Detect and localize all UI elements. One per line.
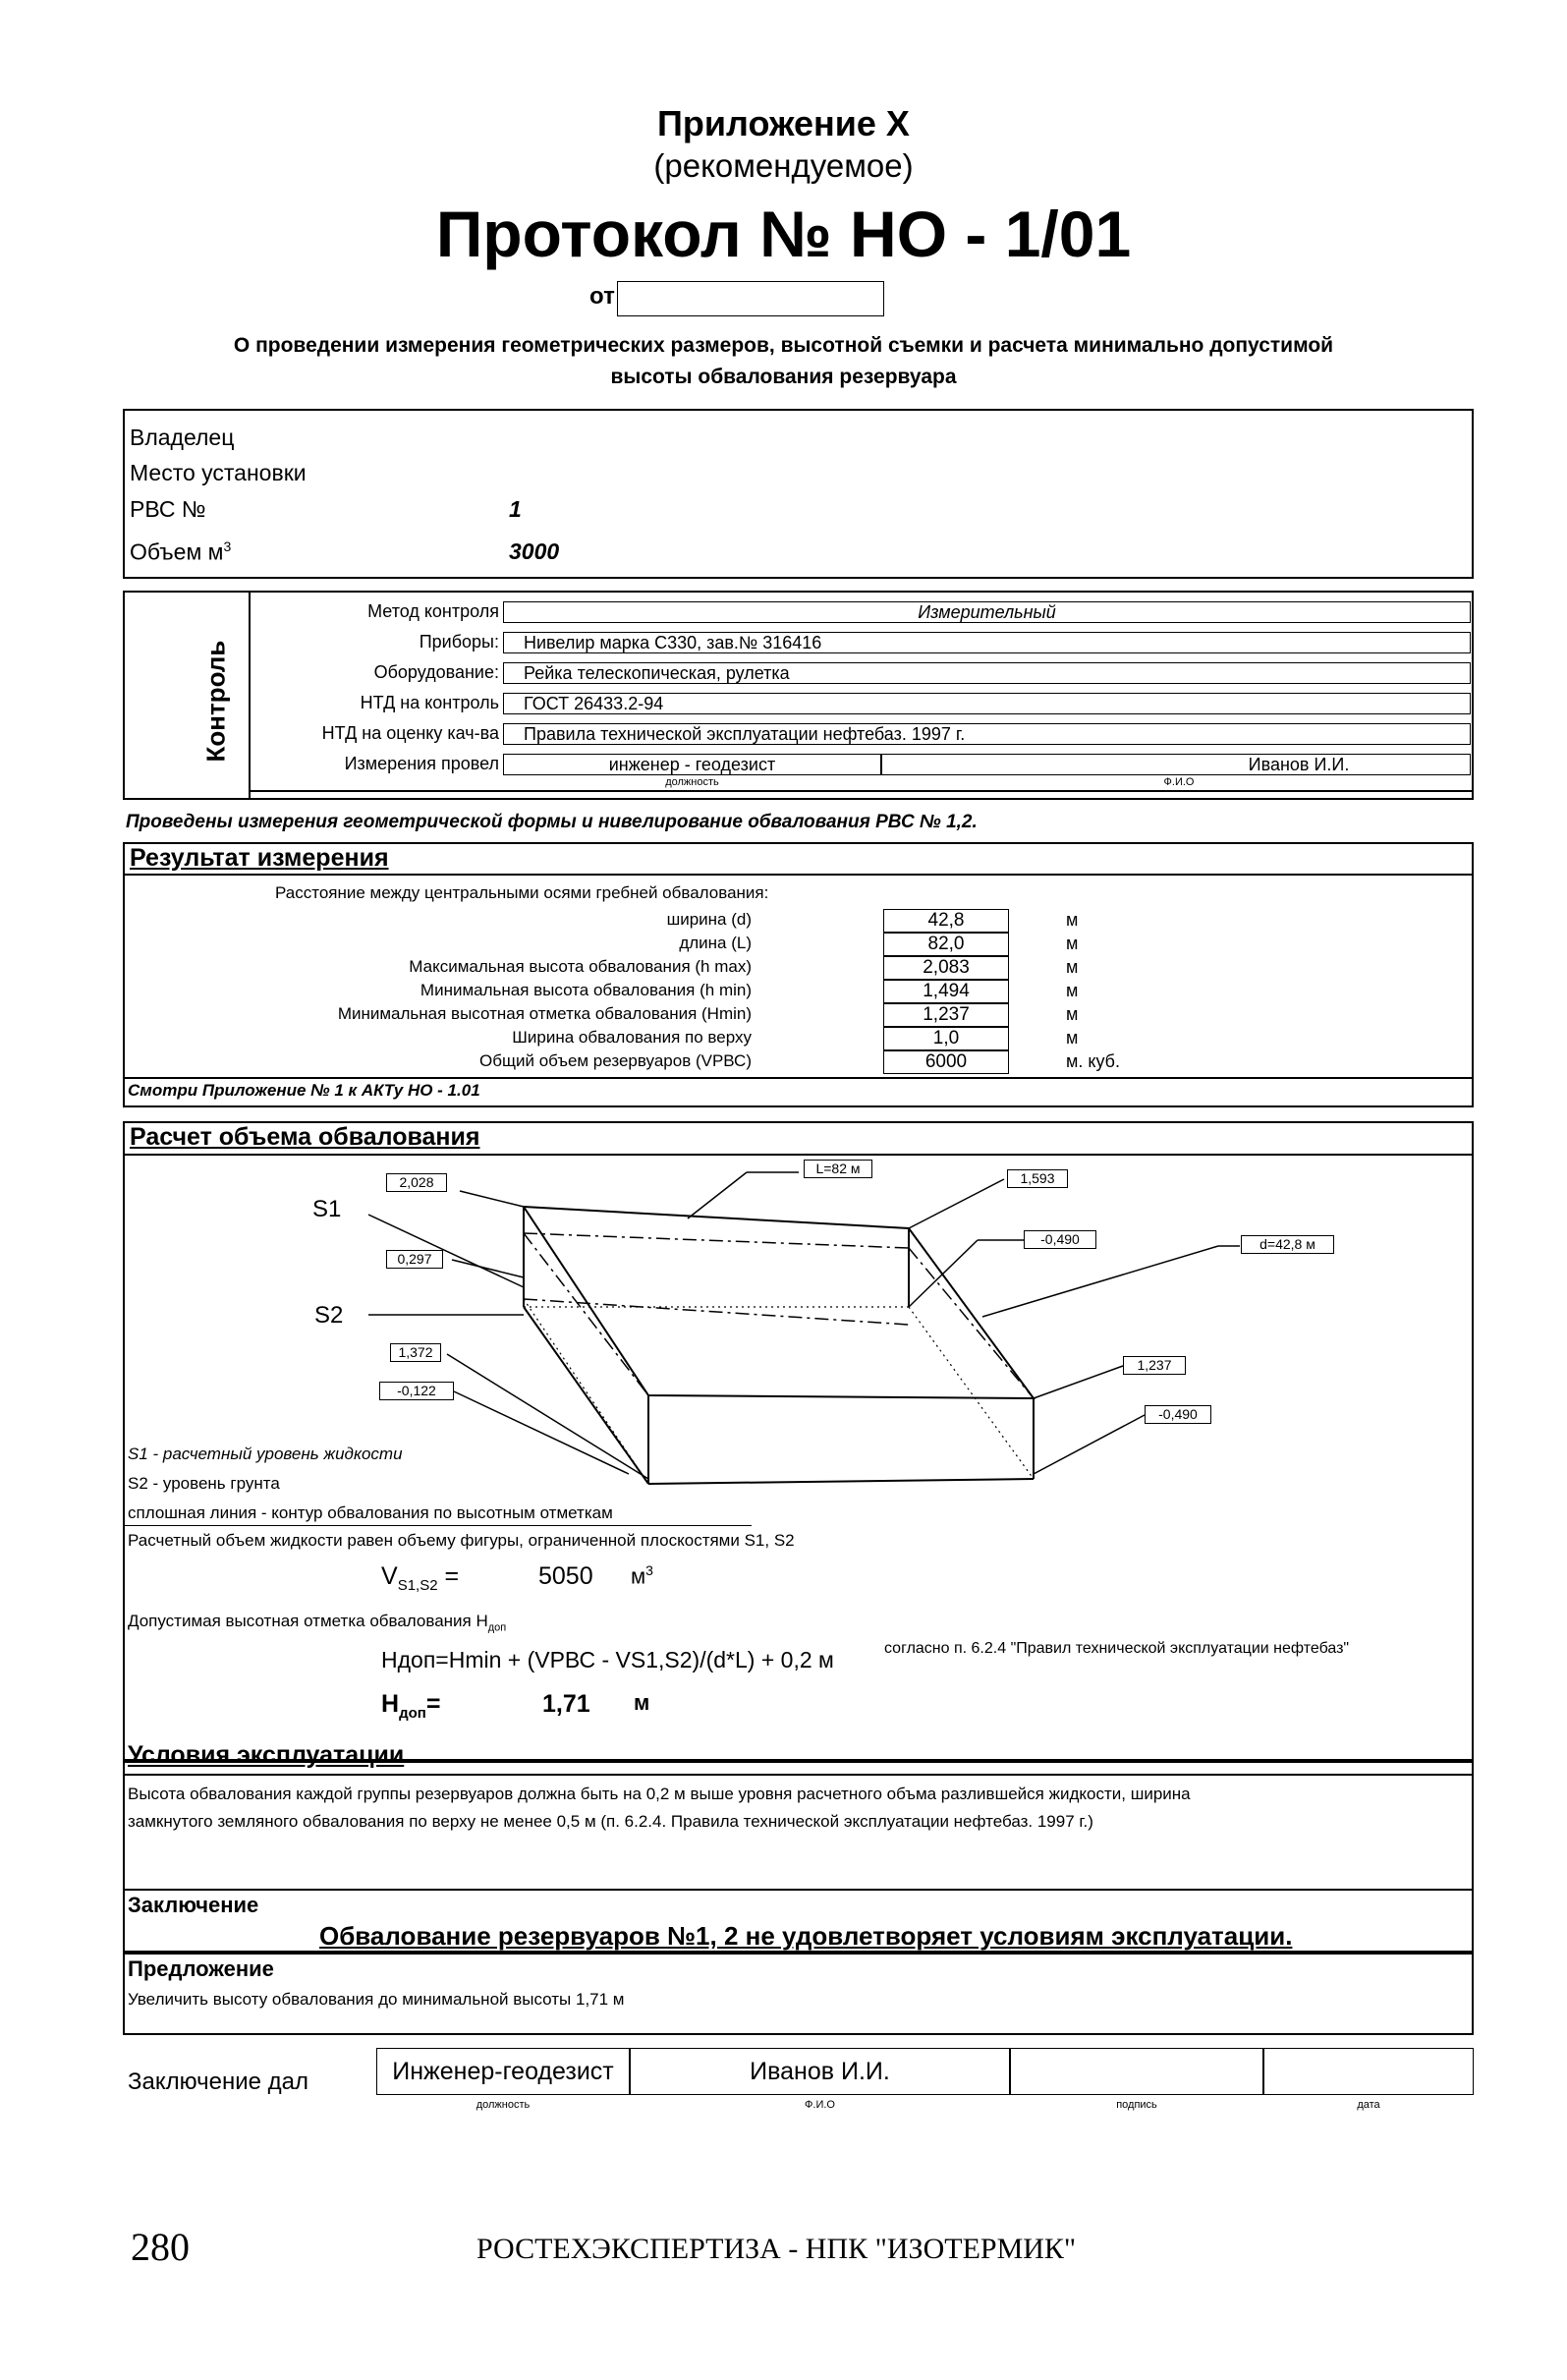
result-row-unit: м bbox=[1066, 1004, 1079, 1024]
signature-date-field[interactable] bbox=[1263, 2048, 1474, 2095]
ntd-quality-field[interactable]: Правила технической эксплуатации нефтебаз. 1997 г. bbox=[503, 723, 1471, 745]
s2-label: S2 bbox=[314, 1302, 344, 1329]
distance-label: Расстояние между центральными осями гребней обвалования: bbox=[275, 883, 769, 902]
see-also-note: Смотри Приложение № 1 к АКТу НО - 1.01 bbox=[128, 1081, 480, 1100]
result-row-label: Максимальная высота обвалования (h max) bbox=[409, 957, 752, 976]
ntd-quality-label: НТД на оценку кач-ва bbox=[321, 723, 499, 743]
width-tag: d=42,8 м bbox=[1241, 1235, 1334, 1254]
legend-contour: сплошная линия - контур обвалования по высотным отметкам bbox=[128, 1503, 613, 1522]
method-field[interactable]: Измерительный bbox=[503, 601, 1471, 623]
performed-label: Измерения провел bbox=[344, 754, 499, 773]
ntd-control-label: НТД на контроль bbox=[360, 693, 499, 712]
legend-s2: S2 - уровень грунта bbox=[128, 1474, 280, 1493]
result-title: Результат измерения bbox=[130, 844, 389, 872]
caption-position: должность bbox=[476, 2099, 531, 2111]
conditions-line2: замкнутого земляного обвалования по верху не менее 0,5 м (п. 6.2.4. Правила технической эксплуатации нефтебаз. 1997 г.) bbox=[128, 1812, 1093, 1831]
subtitle-line2: высоты обвалования резервуара bbox=[610, 366, 957, 388]
result-row-value[interactable]: 1,0 bbox=[883, 1027, 1009, 1050]
volume-value: 3000 bbox=[509, 538, 560, 564]
page-number: 280 bbox=[131, 2225, 190, 2269]
signature-name-field[interactable]: Иванов И.И. bbox=[630, 2048, 1010, 2095]
volume-label: Объем $м^3$ bbox=[130, 538, 232, 565]
elevation-tag: 1,372 bbox=[390, 1343, 441, 1362]
proposal-text: Увеличить высоту обвалования до минимальной высоты 1,71 м bbox=[128, 1990, 625, 2009]
rvs-value: 1 bbox=[509, 496, 522, 522]
result-row-unit: м bbox=[1066, 957, 1079, 977]
caption-name: Ф.И.О bbox=[805, 2099, 835, 2111]
devices-field[interactable]: Нивелир марка С330, зав.№ 316416 bbox=[503, 632, 1471, 653]
height-unit: м bbox=[634, 1690, 650, 1715]
result-row-value[interactable]: 1,494 bbox=[883, 980, 1009, 1003]
devices-label: Приборы: bbox=[419, 632, 499, 652]
result-row-label: Ширина обвалования по верху bbox=[512, 1028, 752, 1047]
result-row-value[interactable]: 82,0 bbox=[883, 933, 1009, 956]
protocol-title: Протокол № НО - 1/01 bbox=[435, 198, 1132, 270]
elevation-tag: 1,593 bbox=[1007, 1169, 1068, 1188]
location-label: Место установки bbox=[130, 460, 307, 485]
signature-label: Заключение дал bbox=[128, 2068, 308, 2095]
result-row-unit: м bbox=[1066, 1028, 1079, 1048]
elevation-tag: 0,297 bbox=[386, 1250, 443, 1269]
s1-label: S1 bbox=[312, 1196, 342, 1222]
elevation-tag: -0,122 bbox=[379, 1382, 454, 1400]
elevation-tag: 1,237 bbox=[1123, 1356, 1186, 1375]
result-row-unit: м bbox=[1066, 981, 1079, 1000]
equipment-field[interactable]: Рейка телескопическая, рулетка bbox=[503, 662, 1471, 684]
name-field[interactable]: Иванов И.И. bbox=[881, 754, 1471, 775]
result-row-label: ширина (d) bbox=[666, 910, 752, 929]
result-row-value[interactable]: 6000 bbox=[883, 1050, 1009, 1074]
signature-position-field[interactable]: Инженер-геодезист bbox=[376, 2048, 630, 2095]
elevation-tag: 2,028 bbox=[386, 1173, 447, 1192]
date-label: от bbox=[589, 283, 615, 310]
result-row-unit: м bbox=[1066, 910, 1079, 930]
appendix-title: Приложение Х bbox=[657, 103, 910, 143]
rules-reference: согласно п. 6.2.4 "Правил технической эксплуатации нефтебаз" bbox=[884, 1640, 1350, 1657]
method-label: Метод контроля bbox=[367, 601, 499, 621]
signature-sign-field[interactable] bbox=[1010, 2048, 1263, 2095]
owner-label: Владелец bbox=[130, 425, 235, 450]
conclusion-title: Заключение bbox=[128, 1893, 259, 1917]
embankment-top-contour bbox=[524, 1207, 1034, 1398]
result-row-label: Минимальная высота обвалования (h min) bbox=[420, 981, 752, 999]
height-value: 1,71 bbox=[542, 1690, 590, 1718]
height-label: $H_{доп}=$ bbox=[381, 1690, 441, 1722]
result-row-unit: м. куб. bbox=[1066, 1051, 1120, 1071]
position-caption: должность bbox=[665, 776, 719, 788]
conditions-title: Условия эксплуатации bbox=[128, 1741, 405, 1769]
footer-org: РОСТЕХЭКСПЕРТИЗА - НПК "ИЗОТЕРМИК" bbox=[476, 2233, 1077, 2265]
name-caption: Ф.И.О bbox=[1163, 776, 1195, 788]
allowed-label: Допустимая высотная отметка обвалования $H_{доп}$ bbox=[128, 1612, 507, 1634]
elevation-tag: -0,490 bbox=[1024, 1230, 1096, 1249]
measurement-note: Проведены измерения геометрической формы и нивелирование обвалования РВС № 1,2. bbox=[126, 812, 978, 832]
result-row-value[interactable]: 1,237 bbox=[883, 1003, 1009, 1027]
caption-signature: подпись bbox=[1116, 2099, 1157, 2111]
result-row-value[interactable]: 2,083 bbox=[883, 956, 1009, 980]
control-side-label: Контроль bbox=[200, 640, 231, 763]
length-tag: L=82 м bbox=[804, 1160, 872, 1178]
formula-description: Расчетный объем жидкости равен объему фигуры, ограниченной плоскостями S1, S2 bbox=[128, 1531, 795, 1550]
ntd-control-field[interactable]: ГОСТ 26433.2-94 bbox=[503, 693, 1471, 714]
elevation-tag: -0,490 bbox=[1145, 1405, 1211, 1424]
volume-unit: $м^3$ bbox=[631, 1562, 653, 1589]
rvs-label: РВС № bbox=[130, 496, 206, 522]
result-row-label: Общий объем резервуаров (VРВС) bbox=[479, 1051, 752, 1070]
position-field[interactable]: инженер - геодезист bbox=[503, 754, 881, 775]
result-row-label: Минимальная высотная отметка обвалования (Hmin) bbox=[337, 1004, 752, 1023]
legend-s1: S1 - расчетный уровень жидкости bbox=[128, 1445, 403, 1463]
equipment-label: Оборудование: bbox=[373, 662, 499, 682]
result-row-unit: м bbox=[1066, 934, 1079, 953]
result-row-value[interactable]: 42,8 bbox=[883, 909, 1009, 933]
recommended-label: (рекомендуемое) bbox=[653, 147, 914, 184]
caption-date: дата bbox=[1357, 2099, 1380, 2111]
proposal-title: Предложение bbox=[128, 1956, 274, 1981]
volume-formula: $V_{S1,S2}$ = bbox=[381, 1562, 460, 1594]
height-formula: Hдоп=Hmin + (VРВС - VS1,S2)/(d*L) + 0,2 м bbox=[381, 1647, 834, 1672]
result-row-label: длина (L) bbox=[679, 934, 752, 952]
volume-title: Расчет объема обвалования bbox=[130, 1123, 480, 1151]
subtitle-line1: О проведении измерения геометрических размеров, высотной съемки и расчета минимально допустимой bbox=[233, 334, 1334, 357]
conditions-line1: Высота обвалования каждой группы резервуаров должна быть на 0,2 м выше уровня расчетного объма разлившейся жидкости, ширина bbox=[128, 1785, 1191, 1803]
volume-value: 5050 bbox=[538, 1562, 593, 1590]
conclusion-text: Обвалование резервуаров №1, 2 не удовлетворяет условиям эксплуатации. bbox=[319, 1921, 1293, 1951]
